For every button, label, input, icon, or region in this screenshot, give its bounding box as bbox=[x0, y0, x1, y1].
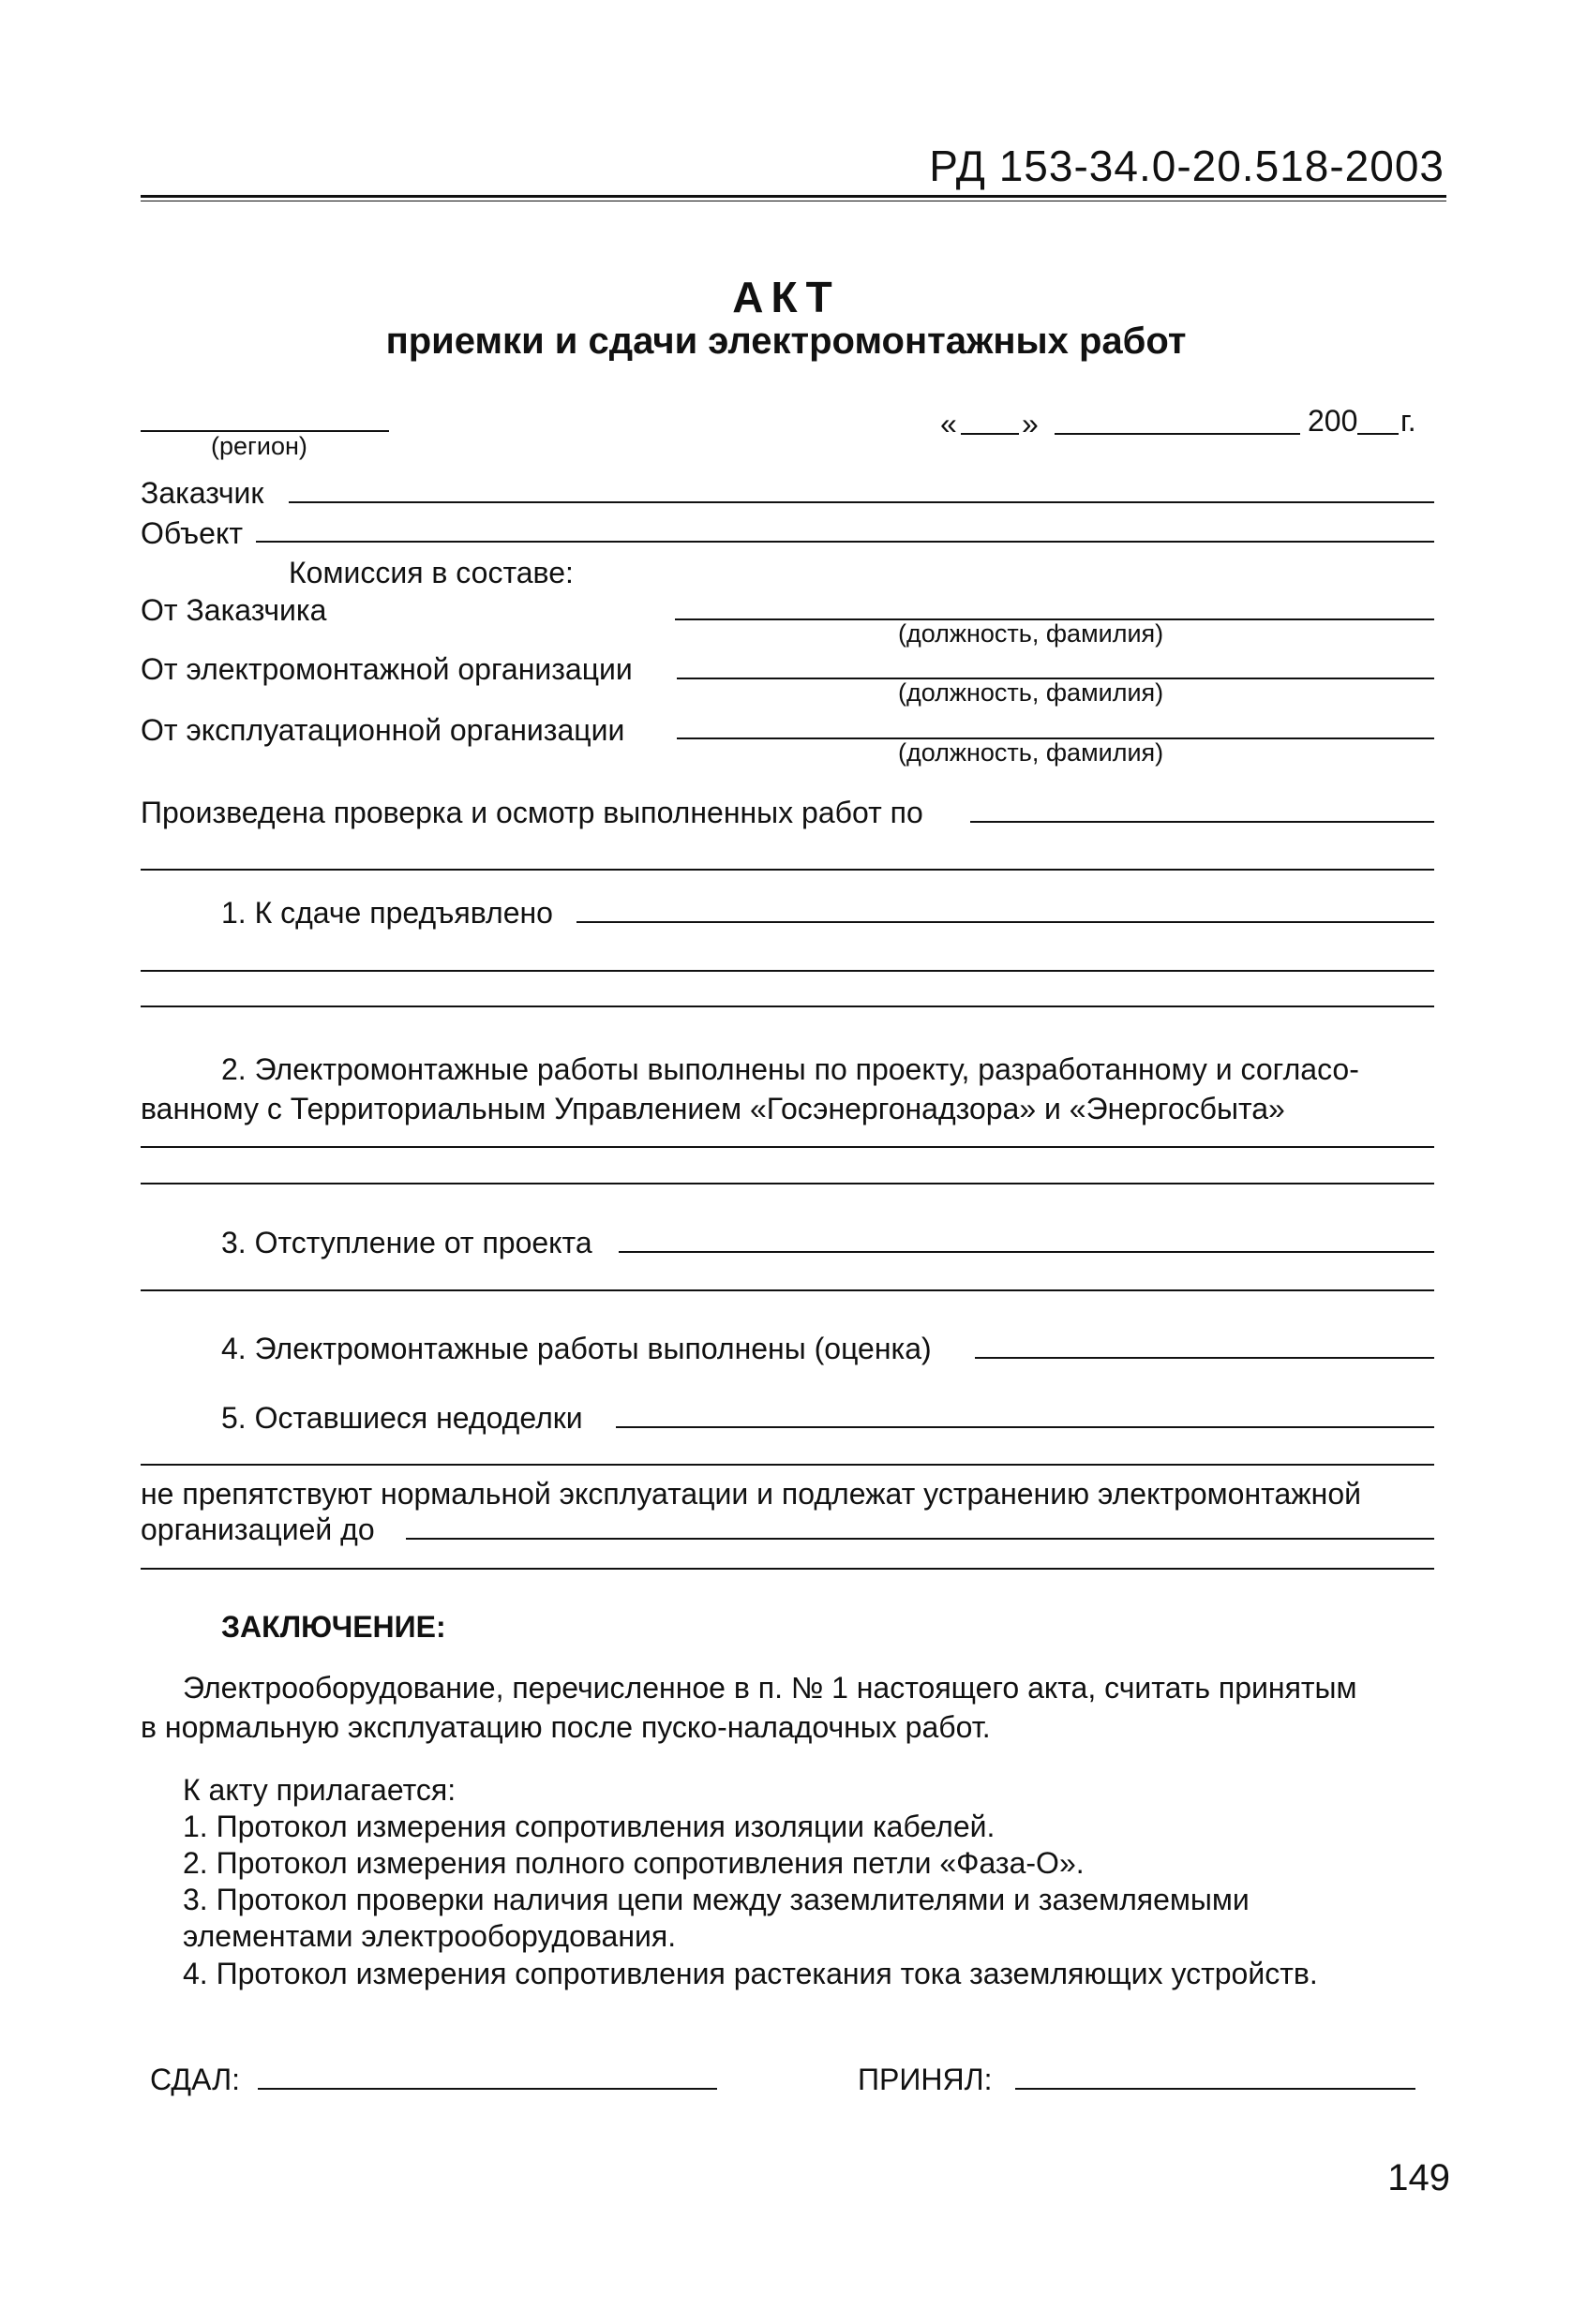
date-year-suffix: г. bbox=[1400, 404, 1416, 438]
accepted-signature-field[interactable] bbox=[1015, 2088, 1415, 2090]
item5-field[interactable] bbox=[616, 1426, 1434, 1428]
attachment-item: 4. Протокол измерения сопротивления растекания тока заземляющих устройств. bbox=[183, 1957, 1318, 1990]
item3-text: 3. Отступление от проекта bbox=[221, 1226, 592, 1259]
item1-text: 1. К сдаче предъявлено bbox=[221, 896, 553, 930]
attachments-heading: К акту прилагается: bbox=[183, 1773, 457, 1807]
handed-over-label: СДАЛ: bbox=[150, 2063, 241, 2096]
item5-text: 5. Оставшиеся недоделки bbox=[221, 1401, 583, 1435]
inspection-field-continued[interactable] bbox=[141, 869, 1434, 871]
conclusion-heading: ЗАКЛЮЧЕНИЕ: bbox=[221, 1610, 446, 1644]
attachment-item: 3. Протокол проверки наличия цепи между заземлителями и заземляемыми bbox=[183, 1883, 1250, 1916]
item2-field-continued[interactable] bbox=[141, 1183, 1434, 1184]
document-subtitle: приемки и сдачи электромонтажных работ bbox=[385, 320, 1187, 362]
item4-field[interactable] bbox=[975, 1357, 1434, 1359]
document-code: РД 153-34.0-20.518-2003 bbox=[929, 142, 1445, 190]
item2-text-line1: 2. Электромонтажные работы выполнены по проекту, разработанному и согласо- bbox=[221, 1052, 1359, 1086]
defects-deadline-field[interactable] bbox=[406, 1538, 1434, 1540]
item1-field[interactable] bbox=[576, 921, 1434, 923]
page-number: 149 bbox=[1387, 2157, 1450, 2198]
date-day-field[interactable] bbox=[961, 433, 1019, 435]
attachment-item: 1. Протокол измерения сопротивления изоляции кабелей. bbox=[183, 1810, 996, 1843]
item4-text: 4. Электромонтажные работы выполнены (оценка) bbox=[221, 1332, 932, 1365]
object-field[interactable] bbox=[256, 541, 1434, 543]
conclusion-text-line2: в нормальную эксплуатацию после пуско-наладочных работ. bbox=[141, 1710, 991, 1744]
item2-text-line2: ванному с Территориальным Управлением «Госэнергонадзора» и «Энергосбыта» bbox=[141, 1092, 1285, 1125]
defects-deadline-field-continued[interactable] bbox=[141, 1568, 1434, 1570]
date-year-field[interactable] bbox=[1357, 433, 1399, 435]
from-electro-org-label: От электромонтажной организации bbox=[141, 652, 633, 686]
document-title: АКТ bbox=[732, 273, 840, 321]
item2-field[interactable] bbox=[141, 1146, 1434, 1148]
position-name-caption: (должность, фамилия) bbox=[898, 738, 1164, 767]
date-month-field[interactable] bbox=[1055, 433, 1300, 435]
from-customer-label: От Заказчика bbox=[141, 593, 327, 627]
date-quote-open: « bbox=[940, 407, 957, 440]
inspection-text: Произведена проверка и осмотр выполненных работ по bbox=[141, 796, 923, 829]
defects-text-line2: организацией до bbox=[141, 1512, 375, 1546]
customer-label: Заказчик bbox=[141, 476, 264, 510]
accepted-label: ПРИНЯЛ: bbox=[858, 2063, 993, 2096]
attachment-item: 2. Протокол измерения полного сопротивления петли «Фаза-О». bbox=[183, 1846, 1085, 1880]
handed-over-signature-field[interactable] bbox=[258, 2088, 717, 2090]
inspection-field[interactable] bbox=[970, 821, 1434, 823]
header-rule bbox=[141, 195, 1446, 198]
item3-field[interactable] bbox=[619, 1251, 1434, 1253]
position-name-caption: (должность, фамилия) bbox=[898, 619, 1164, 648]
from-operating-org-label: От эксплуатационной организации bbox=[141, 713, 625, 747]
date-quote-close: » bbox=[1022, 407, 1039, 440]
attachment-item-continued: элементами электрооборудования. bbox=[183, 1919, 677, 1953]
item3-field-continued[interactable] bbox=[141, 1289, 1434, 1291]
region-caption: (регион) bbox=[211, 432, 307, 460]
customer-field[interactable] bbox=[289, 501, 1434, 503]
item1-field-continued[interactable] bbox=[141, 970, 1434, 972]
object-label: Объект bbox=[141, 516, 243, 550]
commission-label: Комиссия в составе: bbox=[289, 556, 574, 589]
date-year-prefix: 200 bbox=[1308, 404, 1358, 438]
defects-text-line1: не препятствуют нормальной эксплуатации и подлежат устранению электромонтажной bbox=[141, 1477, 1361, 1511]
position-name-caption: (должность, фамилия) bbox=[898, 678, 1164, 707]
item5-field-continued[interactable] bbox=[141, 1464, 1434, 1466]
conclusion-text-line1: Электрооборудование, перечисленное в п. № 1 настоящего акта, считать принятым bbox=[183, 1671, 1357, 1705]
item1-field-continued[interactable] bbox=[141, 1006, 1434, 1007]
